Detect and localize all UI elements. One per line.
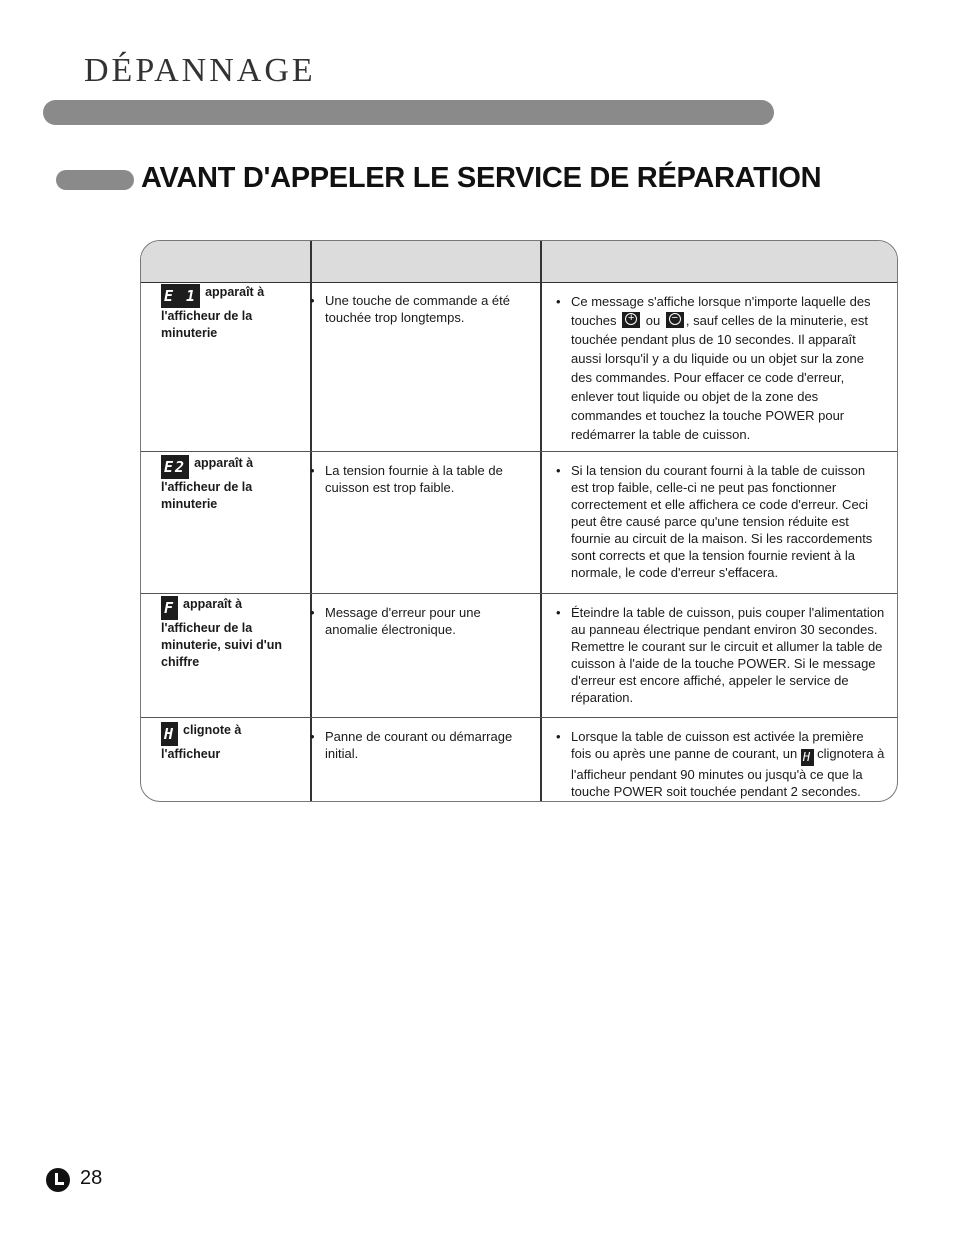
- bullet-icon: •: [556, 729, 561, 744]
- solution-cell: [556, 604, 886, 706]
- bullet-icon: •: [310, 729, 315, 744]
- table-row: [141, 282, 897, 452]
- bullet-icon: •: [310, 293, 315, 308]
- problem-text: apparaît à l'afficheur de la minuterie, suivi d'un chiffre: [161, 597, 283, 669]
- bullet-icon: •: [556, 294, 561, 309]
- problem-cell: [161, 722, 286, 763]
- solution-text: clignotera à l'afficheur pendant 90 minutes ou jusqu'à ce que la touche POWER soit touchée pendant 2 secondes.: [571, 746, 885, 799]
- solution-text: Si la tension du courant fourni à la table de cuisson est trop faible, celle-ci ne peut pas fonctionner correctement et elle affichera ce code d'erreur. Ceci peut être causé parce qu'une tension réduite est fournie au circuit de la maison. Si les raccordements sont corrects et que la tension fournie revient à la normale, le code d'erreur s'effacera.: [571, 463, 873, 580]
- problem-cell: [161, 455, 286, 513]
- minus-key-icon: −: [666, 312, 684, 328]
- cause-text: Panne de courant ou démarrage initial.: [325, 729, 513, 761]
- solution-text: ou: [645, 313, 661, 328]
- bullet-icon: •: [310, 463, 315, 478]
- problem-text: clignote à l'afficheur: [161, 723, 242, 761]
- cause-text: La tension fournie à la table de cuisson est trop faible.: [325, 463, 503, 495]
- solution-cell: [556, 292, 886, 444]
- problem-cell: [161, 284, 286, 342]
- cause-cell: [310, 462, 535, 496]
- lg-logo-icon: [46, 1168, 70, 1192]
- cause-text: Message d'erreur pour une anomalie électronique.: [325, 605, 481, 637]
- solution-cell: [556, 728, 886, 800]
- solution-text: Ce message s'affiche lorsque n'importe laquelle des touches: [571, 294, 871, 328]
- cause-text: Une touche de commande a été touchée trop longtemps.: [325, 293, 511, 325]
- bullet-icon: •: [310, 605, 315, 620]
- heading-pill-decoration: [56, 170, 134, 190]
- solution-text: Éteindre la table de cuisson, puis couper l'alimentation au panneau électrique pendant environ 30 secondes. Remettre le courant sur le circuit et allumer la table de cuisson à l'aide de la touche POWER. Si le message d'erreur est encore affiché, appeler le service de réparation.: [571, 605, 885, 705]
- table-row: [141, 452, 897, 594]
- solution-text: Lorsque la table de cuisson est activée la première fois ou après une panne de courant, un: [571, 729, 864, 761]
- bullet-icon: •: [556, 605, 561, 620]
- problem-cell: [161, 596, 286, 671]
- solution-cell: [556, 462, 886, 581]
- solution-text: , sauf celles de la minuterie, est touchée pendant plus de 10 secondes. Il apparaît aussi lorsqu'il y a du liquide ou un objet sur la zone des commandes. Pour effacer ce code d'erreur, enlever tout liquide ou objet de la zone des commandes et touchez la touche POWER pour redémarrer la table de cuisson.: [571, 313, 868, 442]
- troubleshooting-table: [140, 240, 898, 802]
- cause-cell: [310, 604, 535, 638]
- lcd-code-icon: H: [161, 722, 178, 746]
- lcd-h-icon: H: [802, 750, 813, 764]
- problem-text: apparaît à l'afficheur de la minuterie: [161, 456, 254, 511]
- problem-text: apparaît à l'afficheur de la minuterie: [161, 285, 265, 340]
- header-bar: [43, 100, 774, 125]
- page-heading: AVANT D'APPELER LE SERVICE DE RÉPARATION: [141, 162, 822, 194]
- bullet-icon: •: [556, 463, 561, 478]
- plus-key-icon: +: [622, 312, 640, 328]
- lcd-code-icon: E 1: [161, 284, 200, 308]
- section-title: DÉPANNAGE: [84, 52, 316, 89]
- page-number: 28: [80, 1167, 103, 1189]
- table-row: [141, 594, 897, 718]
- cause-cell: [310, 292, 535, 326]
- table-header: [141, 241, 897, 283]
- table-row: [141, 718, 897, 802]
- cause-cell: [310, 728, 535, 762]
- lcd-code-icon: E2: [161, 455, 189, 479]
- lcd-code-icon: F: [161, 596, 178, 620]
